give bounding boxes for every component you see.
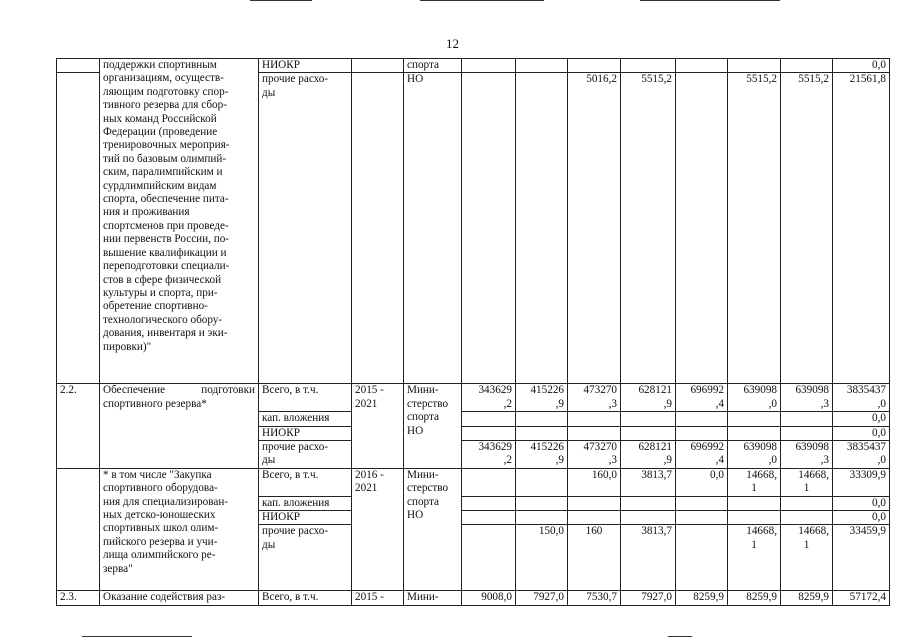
value-line: ,0	[877, 454, 886, 467]
page-number: 12	[446, 36, 459, 51]
description-line: тивного резерва для сбор-	[103, 99, 227, 112]
value-cell	[676, 426, 728, 440]
expense-type-niokr: НИОКР	[259, 511, 352, 525]
value-line: ,9	[663, 397, 672, 410]
value-cell	[516, 412, 568, 426]
value-line: 415226	[530, 384, 564, 397]
value-cell	[621, 496, 676, 510]
value-line: 639098	[743, 441, 777, 454]
value-cell	[728, 496, 781, 510]
value-cell	[516, 525, 568, 591]
ministry-cell	[404, 384, 462, 468]
value-cell	[516, 426, 568, 440]
expense-type-line: прочие расхо-	[262, 525, 329, 538]
measure-description: Обеспечение подготовки спортивного резерва*	[100, 384, 259, 468]
description-line: культуры и спорта, при-	[103, 286, 218, 299]
description-line: ния для специализирован-	[103, 495, 229, 508]
description-line: Федерации (проведение	[103, 126, 218, 139]
description-line: спортсменов при проведе-	[103, 219, 229, 232]
row-number-cell: 2.3.	[57, 591, 100, 605]
value-cell	[462, 441, 516, 469]
value-cell: 8259,9	[676, 591, 728, 605]
description-line: поддержки спортивным	[103, 59, 217, 71]
value-cell	[676, 73, 728, 384]
value-cell	[621, 59, 676, 73]
value-cell	[516, 384, 568, 412]
ministry-line: НО	[407, 424, 424, 437]
value-line: 160,0	[591, 468, 617, 481]
description-line: ния и проживания	[103, 206, 190, 219]
description-line: лища олимпийского ре-	[103, 549, 216, 562]
period-cell	[352, 59, 404, 73]
description-line: ляющим подготовку спор-	[103, 85, 229, 98]
total-value-cell: 21561,8	[833, 73, 890, 384]
total-value-cell: 0,0	[833, 426, 890, 440]
value-line: 150,0	[538, 525, 564, 538]
table-row	[57, 59, 890, 73]
description-line: ных детско-юношеских	[103, 509, 216, 522]
value-cell	[568, 384, 621, 412]
description-line: пировки)"	[103, 340, 152, 353]
table-row	[57, 384, 890, 412]
value-line: 343629	[478, 441, 512, 454]
description-line: организациям, осуществ-	[103, 72, 224, 85]
value-cell	[462, 73, 516, 384]
period-cell	[352, 468, 404, 591]
value-cell	[781, 511, 833, 525]
period-cell: 2015 -	[352, 591, 404, 605]
value-cell	[728, 426, 781, 440]
expense-type-total: Всего, в т.ч.	[259, 468, 352, 496]
value-cell: 8259,9	[728, 591, 781, 605]
period-cell	[352, 384, 404, 468]
measure-description	[100, 59, 259, 384]
value-line: 473270	[583, 384, 617, 397]
value-cell	[462, 59, 516, 73]
value-cell: 5016,2	[568, 73, 621, 384]
description-line: обретение спортивно-	[103, 300, 208, 313]
value-line: 1	[751, 538, 757, 551]
value-cell	[676, 511, 728, 525]
value-cell	[568, 441, 621, 469]
budget-table	[56, 58, 890, 606]
row-number-cell: 2.2.	[57, 384, 100, 468]
value-line: 415226	[530, 441, 564, 454]
expense-type-capital: кап. вложения	[259, 412, 352, 426]
value-cell	[568, 525, 621, 591]
value-cell	[568, 426, 621, 440]
value-line: ,3	[608, 397, 617, 410]
value-cell: 5515,2	[728, 73, 781, 384]
value-cell	[728, 412, 781, 426]
value-line: 33459,9	[849, 525, 886, 538]
total-value-cell: 0,0	[833, 496, 890, 510]
ministry-line: спорта	[407, 411, 439, 424]
value-cell	[728, 468, 781, 496]
value-cell	[781, 468, 833, 496]
expense-type-other	[259, 73, 352, 384]
expense-type-line: ды	[262, 454, 276, 467]
expense-type-line: ды	[262, 86, 276, 99]
value-line: ,9	[555, 397, 564, 410]
value-cell: 9008,0	[462, 591, 516, 605]
value-cell: 5515,2	[621, 73, 676, 384]
value-cell	[516, 73, 568, 384]
description-line: пийского резерва и учи-	[103, 535, 218, 548]
description-line: технологического обору-	[103, 313, 223, 326]
value-cell	[728, 59, 781, 73]
ministry-line: спорта	[407, 495, 439, 508]
expense-type-niokr: НИОКР	[259, 59, 352, 73]
value-cell	[516, 496, 568, 510]
value-line: 639098	[743, 384, 777, 397]
value-cell	[462, 426, 516, 440]
value-cell	[728, 511, 781, 525]
value-cell	[676, 384, 728, 412]
value-line: ,0	[768, 454, 777, 467]
value-cell	[568, 496, 621, 510]
top-rule-right	[640, 0, 780, 1]
value-cell: 5515,2	[781, 73, 833, 384]
value-cell	[781, 426, 833, 440]
total-value-cell	[833, 384, 890, 412]
ministry-line: стерство	[407, 397, 449, 410]
description-line: спорта, обеспечение пита-	[103, 193, 229, 206]
measure-description	[100, 468, 259, 591]
value-cell	[568, 511, 621, 525]
value-cell	[568, 59, 621, 73]
ministry-line: НО	[407, 509, 424, 522]
value-cell	[728, 384, 781, 412]
total-value-cell	[833, 468, 890, 496]
value-cell	[621, 384, 676, 412]
value-line: ,9	[555, 454, 564, 467]
value-line: ,2	[503, 397, 512, 410]
top-rule-left	[250, 0, 312, 1]
value-line: 696992	[690, 441, 724, 454]
value-line: 3813,7	[641, 468, 672, 481]
value-cell	[676, 59, 728, 73]
value-cell	[462, 468, 516, 496]
description-line: сурдлимпийским видам	[103, 179, 217, 192]
value-cell	[676, 441, 728, 469]
ministry-line: стерство	[407, 482, 449, 495]
value-line: 0,0	[710, 468, 724, 481]
expense-type-line: прочие расхо-	[262, 73, 329, 86]
value-line: 628121	[638, 384, 672, 397]
value-line: ,9	[663, 454, 672, 467]
value-cell: 8259,9	[781, 591, 833, 605]
value-cell	[516, 468, 568, 496]
value-line: 3835437	[846, 384, 886, 397]
value-cell	[781, 384, 833, 412]
total-value-cell: 0,0	[833, 59, 890, 73]
value-line: 3813,7	[641, 525, 672, 538]
description-line: ским, паралимпийским и	[103, 166, 223, 179]
table-row	[57, 468, 890, 496]
value-line: 160	[585, 525, 603, 538]
expense-type-other	[259, 525, 352, 591]
total-value-cell	[833, 525, 890, 591]
value-line: 628121	[638, 441, 672, 454]
value-line: 14668,	[798, 525, 829, 538]
expense-type-total: Всего, в т.ч.	[259, 591, 352, 605]
bottom-rule-right	[668, 636, 692, 637]
value-line: 1	[751, 482, 757, 495]
measure-description: Оказание содействия раз-	[100, 591, 259, 605]
ministry-line: спорта	[407, 59, 439, 71]
value-cell: 7927,0	[516, 591, 568, 605]
period-line: 2016 -	[355, 468, 384, 481]
table-row	[57, 591, 890, 605]
value-cell	[516, 441, 568, 469]
description-line: спортивных школ олим-	[103, 522, 219, 535]
value-line: 1	[803, 538, 810, 551]
value-cell	[621, 426, 676, 440]
value-line: ,3	[820, 397, 829, 410]
ministry-line: Мини-	[407, 468, 439, 481]
bottom-rule-left	[82, 636, 192, 637]
ministry-line: НО	[407, 73, 424, 86]
ministry-cell	[404, 59, 462, 73]
value-line: 343629	[478, 384, 512, 397]
total-value-cell: 0,0	[833, 412, 890, 426]
row-number-cell	[57, 468, 100, 591]
value-cell	[781, 59, 833, 73]
description-line: тренировочных мероприя-	[103, 139, 230, 152]
value-cell	[728, 441, 781, 469]
value-line: 14668,	[746, 468, 777, 481]
value-cell	[781, 496, 833, 510]
description-line: ных команд Российской	[103, 112, 217, 125]
value-cell	[621, 468, 676, 496]
value-cell	[781, 412, 833, 426]
value-cell	[781, 525, 833, 591]
expense-type-total: Всего, в т.ч.	[259, 384, 352, 412]
value-line: 14668,	[746, 525, 777, 538]
description-line: нии первенств России, по-	[103, 233, 230, 246]
description-line: дования, инвентаря и эки-	[103, 327, 228, 340]
value-line: 473270	[583, 441, 617, 454]
value-line: ,0	[768, 397, 777, 410]
value-cell	[621, 412, 676, 426]
value-line: ,2	[503, 454, 512, 467]
value-cell	[621, 525, 676, 591]
description-line: стов в сфере физической	[103, 273, 222, 286]
expense-type-niokr: НИОКР	[259, 426, 352, 440]
value-cell: 7927,0	[621, 591, 676, 605]
value-line: ,0	[877, 397, 886, 410]
value-cell	[568, 468, 621, 496]
expense-type-capital: кап. вложения	[259, 496, 352, 510]
value-line: 696992	[690, 384, 724, 397]
value-cell	[462, 412, 516, 426]
description-line: * в том числе "Закупка	[103, 468, 212, 481]
expense-type-line: ды	[262, 538, 276, 551]
value-cell	[516, 59, 568, 73]
value-cell	[621, 441, 676, 469]
ministry-cell	[404, 468, 462, 591]
description-line: переподготовки специали-	[103, 260, 230, 273]
value-cell	[462, 496, 516, 510]
value-line: ,4	[715, 397, 724, 410]
value-cell	[568, 412, 621, 426]
description-line: зерва"	[103, 562, 133, 575]
value-cell	[676, 412, 728, 426]
expense-type-line: прочие расхо-	[262, 441, 329, 454]
expense-type-other	[259, 441, 352, 469]
value-line: ,4	[715, 454, 724, 467]
period-line: 2021	[355, 482, 378, 495]
value-cell	[462, 511, 516, 525]
row-number-cell	[57, 59, 100, 73]
top-rule-mid	[420, 0, 544, 1]
value-cell	[516, 511, 568, 525]
ministry-line: Мини-	[407, 384, 439, 397]
value-cell	[676, 525, 728, 591]
value-line: 1	[803, 482, 810, 495]
ministry-cell	[404, 73, 462, 384]
value-cell	[676, 468, 728, 496]
value-line: ,3	[608, 454, 617, 467]
period-line: 2015 -	[355, 384, 384, 397]
value-cell	[676, 496, 728, 510]
value-cell	[781, 441, 833, 469]
total-value-cell: 0,0	[833, 511, 890, 525]
description-line: вышение квалификации и	[103, 246, 227, 259]
ministry-cell: Мини-	[404, 591, 462, 605]
value-cell	[621, 511, 676, 525]
value-cell	[462, 525, 516, 591]
total-value-cell	[833, 441, 890, 469]
value-cell	[728, 525, 781, 591]
row-number-cell	[57, 73, 100, 384]
value-line: 33309,9	[849, 468, 886, 481]
value-line: 639098	[795, 384, 829, 397]
value-line: ,3	[820, 454, 829, 467]
period-line: 2021	[355, 397, 378, 410]
total-value-cell: 57172,4	[833, 591, 890, 605]
value-line: 3835437	[846, 441, 886, 454]
value-cell: 7530,7	[568, 591, 621, 605]
value-line: 14668,	[798, 468, 829, 481]
period-cell	[352, 73, 404, 384]
value-cell	[462, 384, 516, 412]
value-line: 639098	[795, 441, 829, 454]
description-line: тий по базовым олимпий-	[103, 152, 227, 165]
description-line: спортивного оборудова-	[103, 482, 218, 495]
